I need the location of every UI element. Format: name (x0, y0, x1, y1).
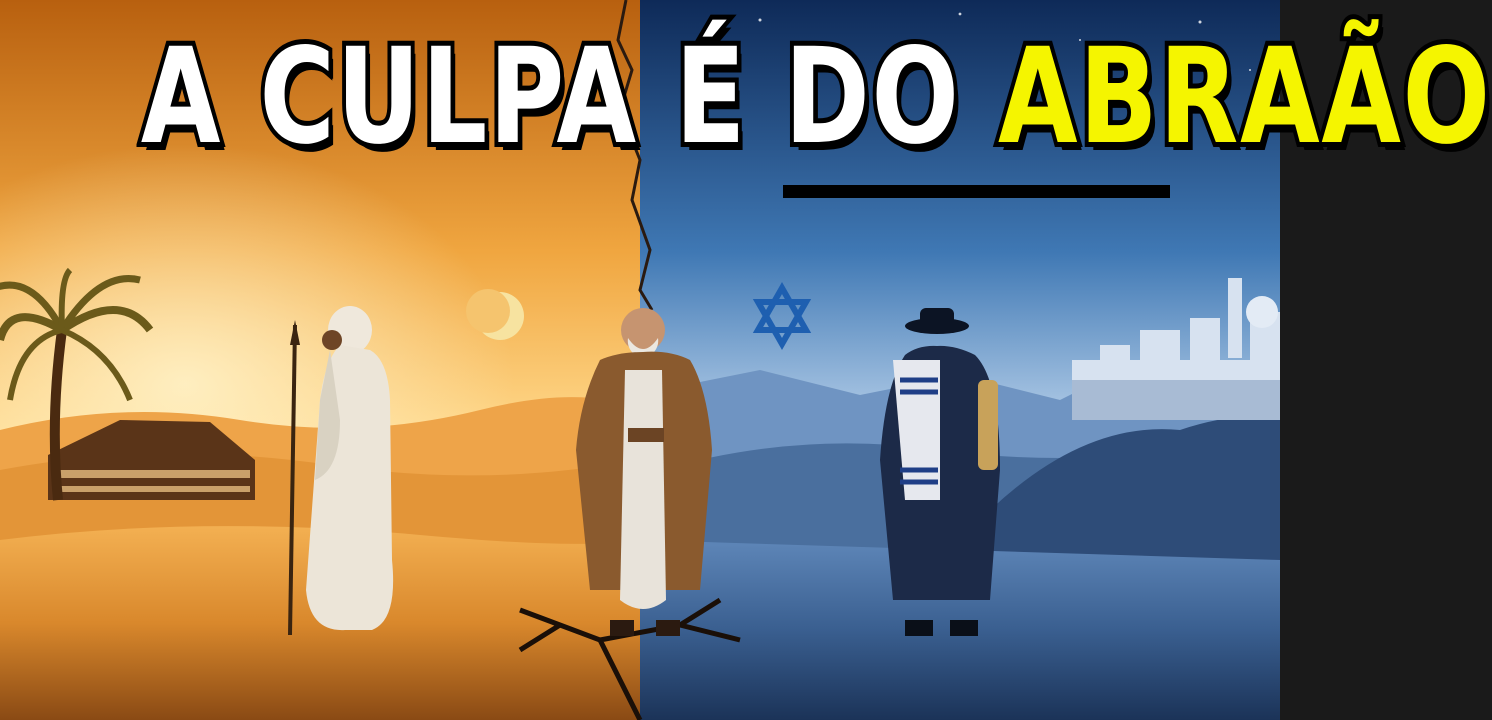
title-part-white: A CULPA É DO (140, 20, 998, 174)
title-part-highlight: ABRAÃO (997, 20, 1492, 174)
title-underline (783, 185, 1170, 198)
thumbnail-title (140, 20, 1492, 174)
